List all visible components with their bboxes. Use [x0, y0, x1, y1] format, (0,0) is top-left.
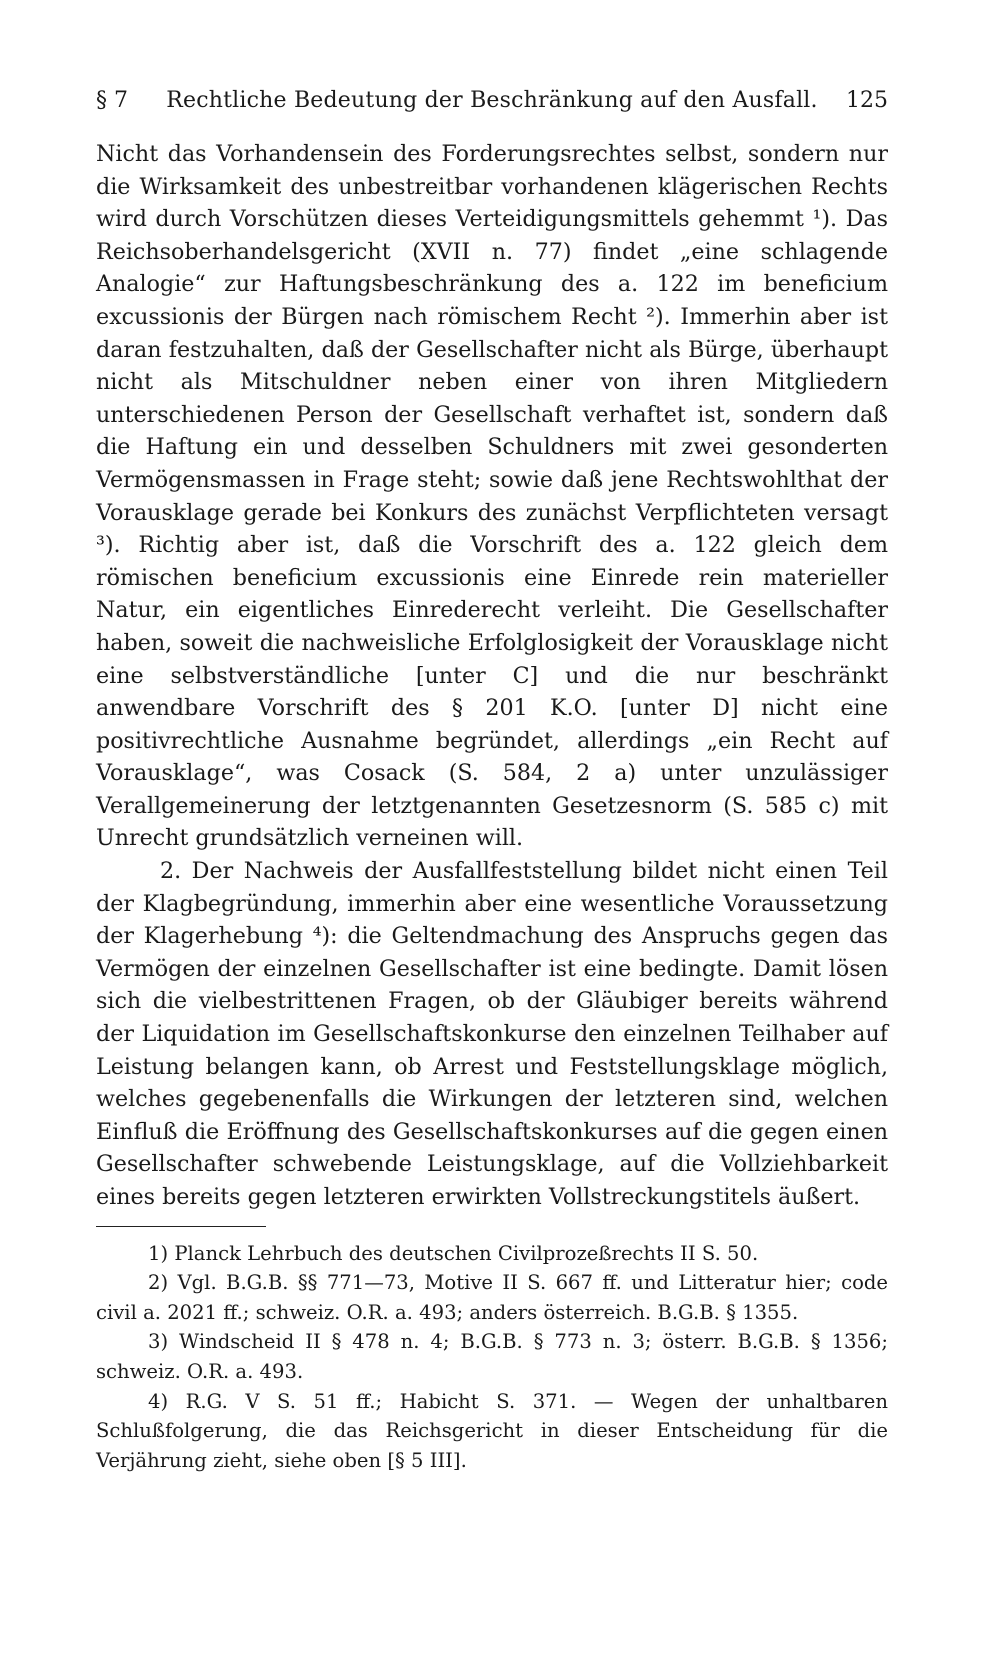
main-text	[96, 138, 888, 1214]
footnote-divider	[96, 1226, 266, 1227]
footnote: 4) R.G. V S. 51 ff.; Habicht S. 371. — Wegen der unhaltbaren Schlußfolgerung, die das Reichsgericht in dieser Entscheidung für die Verjährung zieht, siehe oben [§ 5 III].	[96, 1389, 888, 1472]
section-number: § 7	[96, 88, 128, 113]
book-page	[96, 88, 888, 1475]
page-header	[96, 88, 888, 132]
footnote: 1) Planck Lehrbuch des deutschen Civilprozeßrechts II S. 50.	[148, 1241, 759, 1265]
paragraph: Nicht das Vorhandensein des Forderungsrechtes selbst, sondern nur die Wirksamkeit des unbestreitbar vorhandenen klägerischen Rechts wird durch Vorschützen dieses Verteidigungsmittels gehemmt ¹). Das Reichsoberhandelsgericht (XVII n. 77) findet „eine schlagende Analogie“ zur Haftungsbeschränkung des a. 122 im beneficium excussionis der Bürgen nach römischem Recht ²). Immerhin aber ist daran festzuhalten, daß der Gesellschafter nicht als Bürge, überhaupt nicht als Mitschuldner neben einer von ihren Mitgliedern unterschiedenen Person der Gesellschaft verhaftet ist, sondern daß die Haftung ein und desselben Schuldners mit zwei gesonderten Vermögensmassen in Frage steht; sowie daß jene Rechtswohlthat der Vorausklage gerade bei Konkurs des zunächst Verpflichteten versagt ³). Richtig aber ist, daß die Vorschrift des a. 122 gleich dem römischen beneficium excussionis eine Einrede rein materieller Natur, ein eigentliches Einrederecht verleiht. Die Gesellschafter haben, soweit die nachweisliche Erfolglosigkeit der Vorausklage nicht eine selbstverständliche [unter C] und die nur beschränkt anwendbare Vorschrift des § 201 K.O. [unter D] nicht eine positivrechtliche Ausnahme begründet, allerdings „ein Recht auf Vorausklage“, was Cosack (S. 584, 2 a) unter unzulässiger Verallgemeinerung der letztgenannten Gesetzesnorm (S. 585 c) mit Unrecht grundsätzlich verneinen will.	[96, 141, 888, 852]
footnote: 2) Vgl. B.G.B. §§ 771—73, Motive II S. 667 ff. und Litteratur hier; code civil a. 2021 ff.; schweiz. O.R. a. 493; anders österreich. B.G.B. § 1355.	[96, 1271, 888, 1324]
footnotes	[96, 1239, 888, 1476]
running-title: Rechtliche Bedeutung der Beschränkung auf den Ausfall.	[166, 88, 818, 113]
footnote: 3) Windscheid II § 478 n. 4; B.G.B. § 773 n. 3; österr. B.G.B. § 1356; schweiz. O.R. a. 493.	[96, 1330, 888, 1383]
paragraph: 2. Der Nachweis der Ausfallfeststellung bildet nicht einen Teil der Klagbegründung, immerhin aber eine wesentliche Voraussetzung der Klagerhebung ⁴): die Geltendmachung des Anspruchs gegen das Vermögen der einzelnen Gesellschafter ist eine bedingte. Damit lösen sich die vielbestrittenen Fragen, ob der Gläubiger bereits während der Liquidation im Gesellschaftskonkurse den einzelnen Teilhaber auf Leistung belangen kann, ob Arrest und Feststellungsklage möglich, welches gegebenenfalls die Wirkungen der letzteren sind, welchen Einfluß die Eröffnung des Gesellschaftskonkurses auf die gegen einen Gesellschafter schwebende Leistungsklage, auf die Vollziehbarkeit eines bereits gegen letzteren erwirkten Vollstreckungstitels äußert.	[96, 858, 888, 1210]
page-number: 125	[846, 88, 888, 113]
